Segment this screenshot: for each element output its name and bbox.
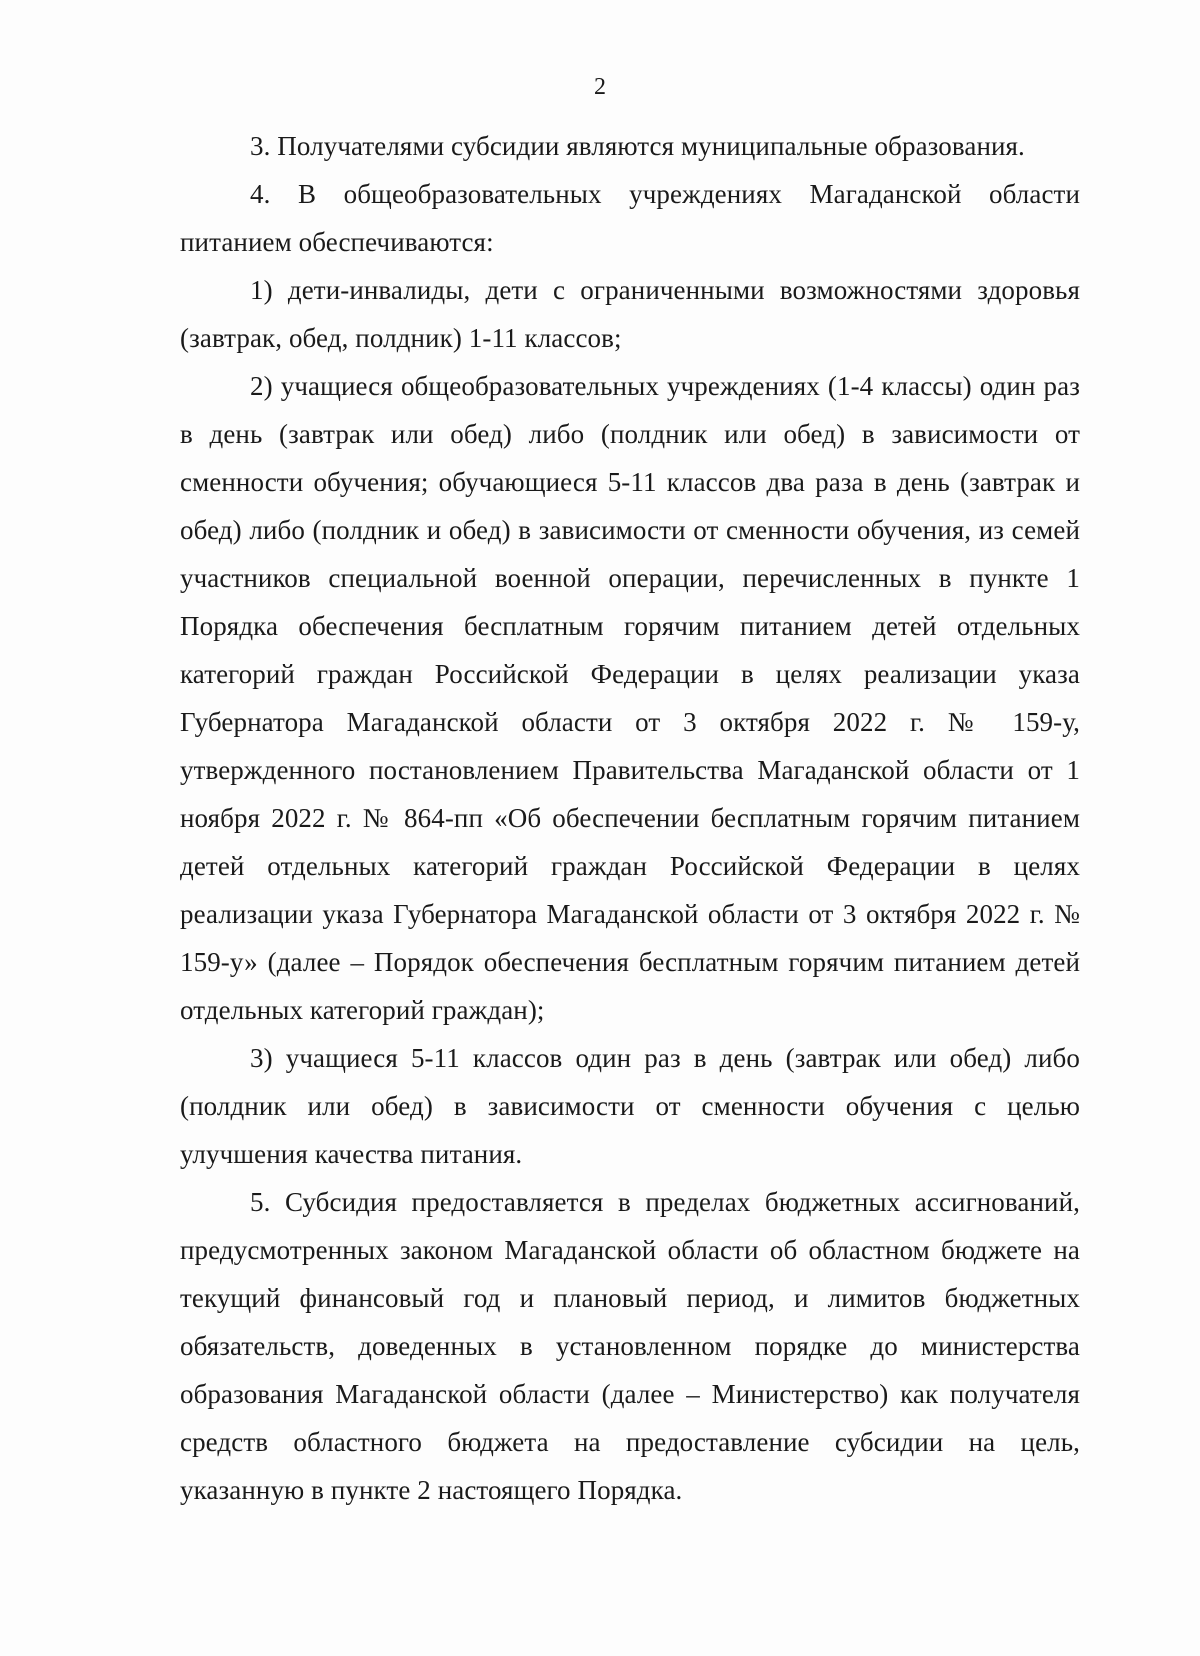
page-number: 2	[594, 74, 606, 100]
document-body	[180, 122, 1080, 1514]
list-item-2-svo-families: 2) учащиеся общеобразовательных учреждениях (1-4 классы) один раз в день (завтрак или обед) либо (полдник или обед) в зависимости от сменности обучения; обучающиеся 5-11 классов два раза в день (завтрак и обед) либо (полдник и обед) в зависимости от сменности обучения, из семей участников специальной военной операции, перечисленных в пункте 1 Порядка обеспечения бесплатным горячим питанием детей отдельных категорий граждан Российской Федерации в целях реализации указа Губернатора Магаданской области от 3 октября 2022 г. № 159-у, утвержденного постановлением Правительства Магаданской области от 1 ноября 2022 г. № 864-пп «Об обеспечении бесплатным горячим питанием детей отдельных категорий граждан Российской Федерации в целях реализации указа Губернатора Магаданской области от 3 октября 2022 г. № 159-у» (далее – Порядок обеспечения бесплатным горячим питанием детей отдельных категорий граждан);	[180, 371, 1080, 1025]
list-item-1-disabled-children: 1) дети-инвалиды, дети с ограниченными возможностями здоровья (завтрак, обед, полдник) 1-11 классов;	[180, 275, 1080, 353]
list-item-3-grades-5-11: 3) учащиеся 5-11 классов один раз в день (завтрак или обед) либо (полдник или обед) в зависимости от сменности обучения с целью улучшения качества питания.	[180, 1043, 1080, 1169]
paragraph-5-subsidy-limits: 5. Субсидия предоставляется в пределах бюджетных ассигнований, предусмотренных законом Магаданской области об областном бюджете на текущий финансовый год и плановый период, и лимитов бюджетных обязательств, доведенных в установленном порядке до министерства образования Магаданской области (далее – Министерство) как получателя средств областного бюджета на предоставление субсидии на цель, указанную в пункте 2 настоящего Порядка.	[180, 1187, 1080, 1505]
paragraph-4-meal-provision: 4. В общеобразовательных учреждениях Магаданской области питанием обеспечиваются:	[180, 179, 1080, 257]
paragraph-3-recipients: 3. Получателями субсидии являются муниципальные образования.	[250, 131, 1025, 161]
